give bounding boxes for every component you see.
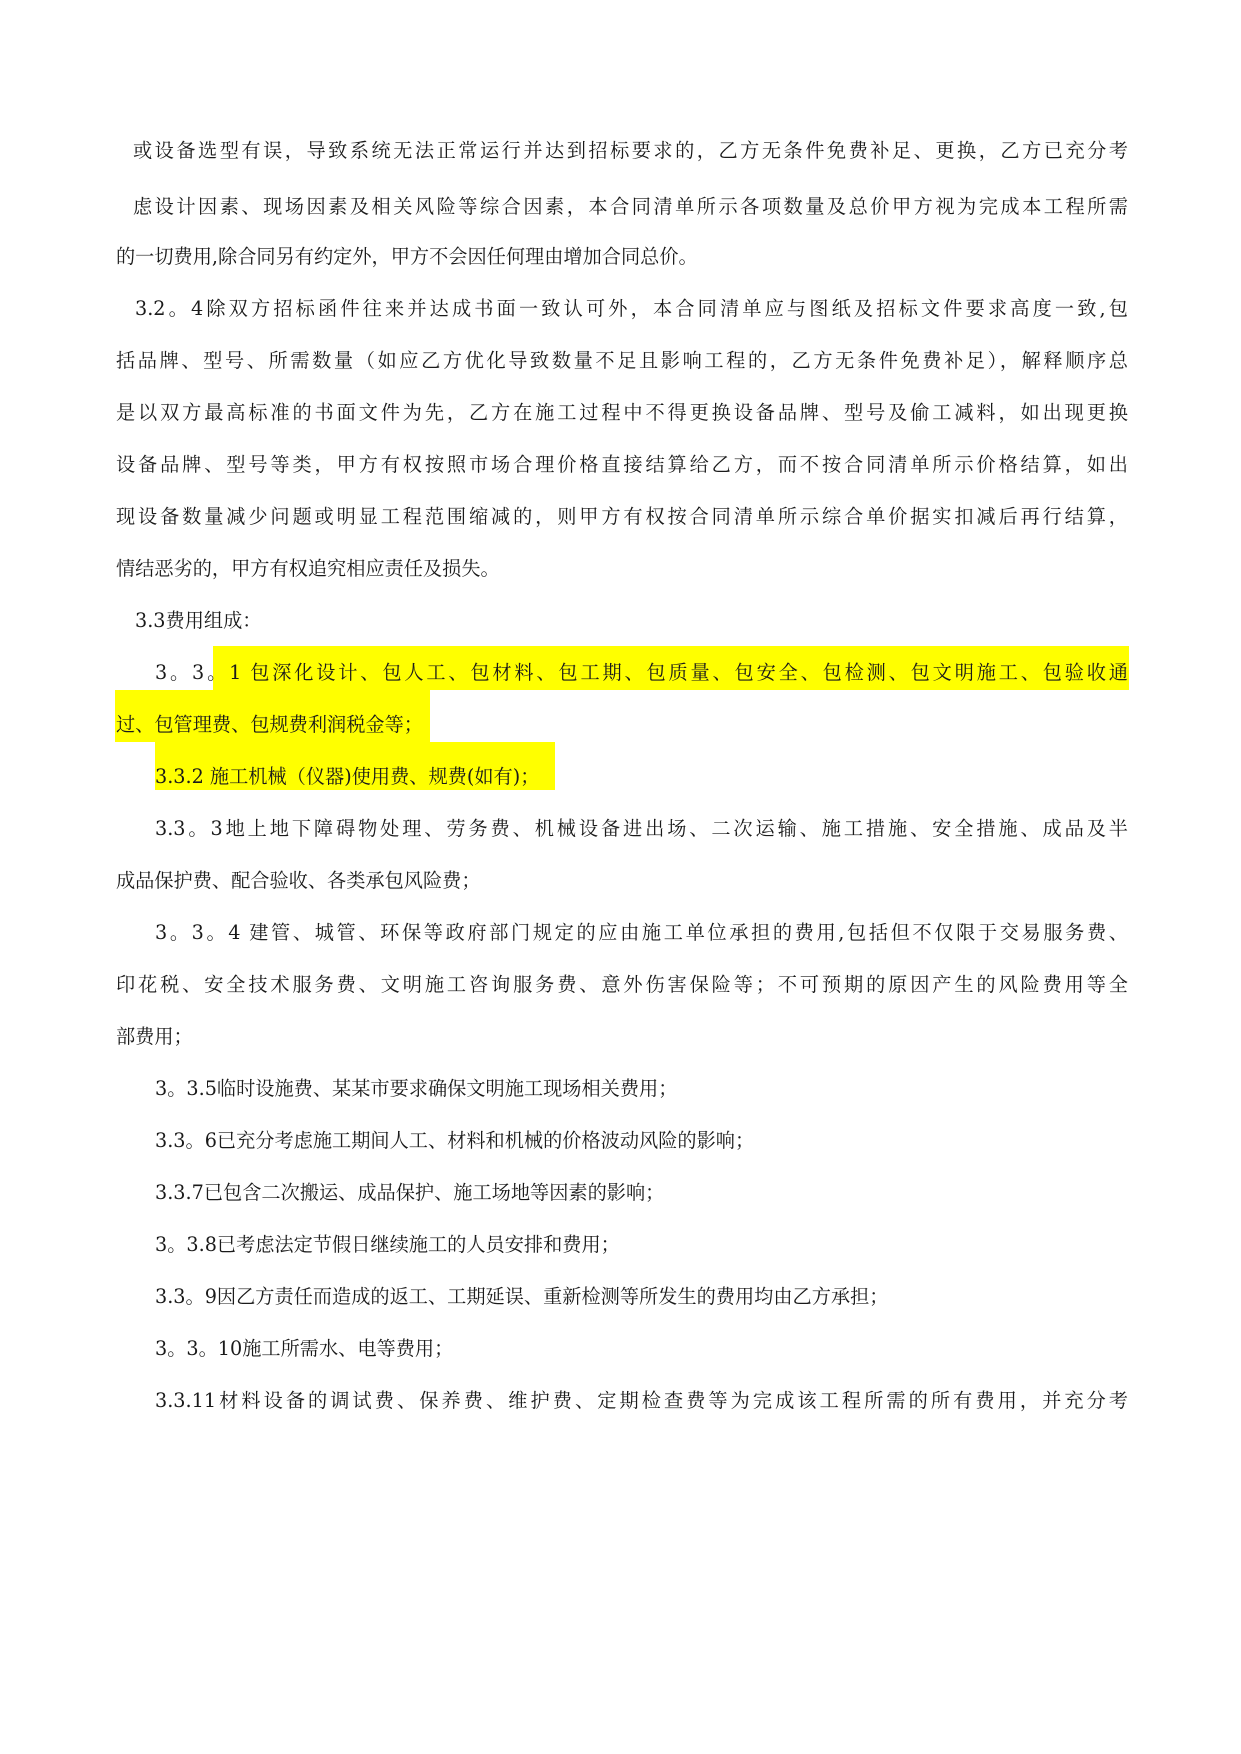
- paragraph-line: [0, 497, 1241, 537]
- line-text: 3.3.2 施工机械（仪器)使用费、规费(如有)；: [155, 765, 540, 788]
- line-text: 3.3.7已包含二次搬运、成品保护、施工场地等因素的影响；: [155, 1181, 665, 1204]
- line-text: 3.3。6已充分考虑施工期间人工、材料和机械的价格波动风险的影响；: [155, 1129, 755, 1152]
- paragraph-line: [0, 809, 1241, 849]
- line-text: 3.3费用组成：: [135, 609, 262, 632]
- paragraph-line: [0, 1017, 1241, 1057]
- paragraph-line: [0, 1121, 1241, 1161]
- paragraph-line: [0, 289, 1241, 329]
- paragraph-line: [0, 1069, 1241, 1109]
- line-text: 过、包管理费、包规费利润税金等；: [116, 713, 423, 736]
- line-text: 3。3。4 建管、城管、环保等政府部门规定的应由施工单位承担的费用,包括但不仅限于交易服务费、: [155, 921, 1128, 944]
- paragraph-line: [0, 187, 1241, 227]
- paragraph-line: [0, 965, 1241, 1005]
- line-text: 成品保护费、配合验收、各类承包风险费；: [116, 869, 481, 892]
- line-text: 设备品牌、型号等类，甲方有权按照市场合理价格直接结算给乙方，而不按合同清单所示价格结算，如出: [116, 453, 1128, 476]
- paragraph-line: [0, 1225, 1241, 1265]
- line-text: 3。3.8已考虑法定节假日继续施工的人员安排和费用；: [155, 1233, 620, 1256]
- line-text: 或设备选型有误，导致系统无法正常运行并达到招标要求的，乙方无条件免费补足、更换，乙方已充分考: [133, 139, 1128, 162]
- line-text: 括品牌、型号、所需数量（如应乙方优化导致数量不足且影响工程的，乙方无条件免费补足），解释顺序总: [116, 349, 1128, 372]
- line-text: 3.3。9因乙方责任而造成的返工、工期延误、重新检测等所发生的费用均由乙方承担；: [155, 1285, 889, 1308]
- section-heading: [0, 601, 1241, 641]
- line-text: 3。3.5临时设施费、某某市要求确保文明施工现场相关费用；: [155, 1077, 678, 1100]
- line-text: 3。3。1 包深化设计、包人工、包材料、包工期、包质量、包安全、包检测、包文明施工、包验收通: [155, 661, 1128, 684]
- paragraph-line: [0, 1329, 1241, 1369]
- line-text: 3。3。10施工所需水、电等费用；: [155, 1337, 454, 1360]
- paragraph-line: [0, 393, 1241, 433]
- line-text: 现设备数量减少问题或明显工程范围缩减的，则甲方有权按合同清单所示综合单价据实扣减后再行结算，: [116, 505, 1128, 528]
- line-text: 3.2。4除双方招标函件往来并达成书面一致认可外，本合同清单应与图纸及招标文件要求高度一致,包: [135, 297, 1128, 320]
- paragraph-line: [0, 1277, 1241, 1317]
- paragraph-line: [0, 861, 1241, 901]
- line-text: 的一切费用,除合同另有约定外，甲方不会因任何理由增加合同总价。: [116, 245, 698, 268]
- paragraph-line: [0, 341, 1241, 381]
- paragraph-line: [0, 237, 1241, 277]
- paragraph-line: [0, 913, 1241, 953]
- line-text: 是以双方最高标准的书面文件为先，乙方在施工过程中不得更换设备品牌、型号及偷工减料，如出现更换: [116, 401, 1128, 424]
- paragraph-line: [0, 1173, 1241, 1213]
- line-text: 3.3。3地上地下障碍物处理、劳务费、机械设备进出场、二次运输、施工措施、安全措施、成品及半: [155, 817, 1128, 840]
- paragraph-line: [0, 1381, 1241, 1421]
- paragraph-line: [0, 131, 1241, 171]
- line-text: 部费用；: [116, 1025, 193, 1048]
- line-text: 虑设计因素、现场因素及相关风险等综合因素，本合同清单所示各项数量及总价甲方视为完成本工程所需: [133, 195, 1128, 218]
- paragraph-line: [0, 757, 1241, 797]
- paragraph-line: [0, 705, 1241, 745]
- paragraph-line: [0, 445, 1241, 485]
- paragraph-line: [0, 653, 1241, 693]
- line-text: 3.3.11材料设备的调试费、保养费、维护费、定期检查费等为完成该工程所需的所有费用，并充分考: [155, 1389, 1128, 1412]
- paragraph-line: [0, 549, 1241, 589]
- line-text: 情结恶劣的，甲方有权追究相应责任及损失。: [116, 557, 500, 580]
- line-text: 印花税、安全技术服务费、文明施工咨询服务费、意外伤害保险等；不可预期的原因产生的风险费用等全: [116, 973, 1128, 996]
